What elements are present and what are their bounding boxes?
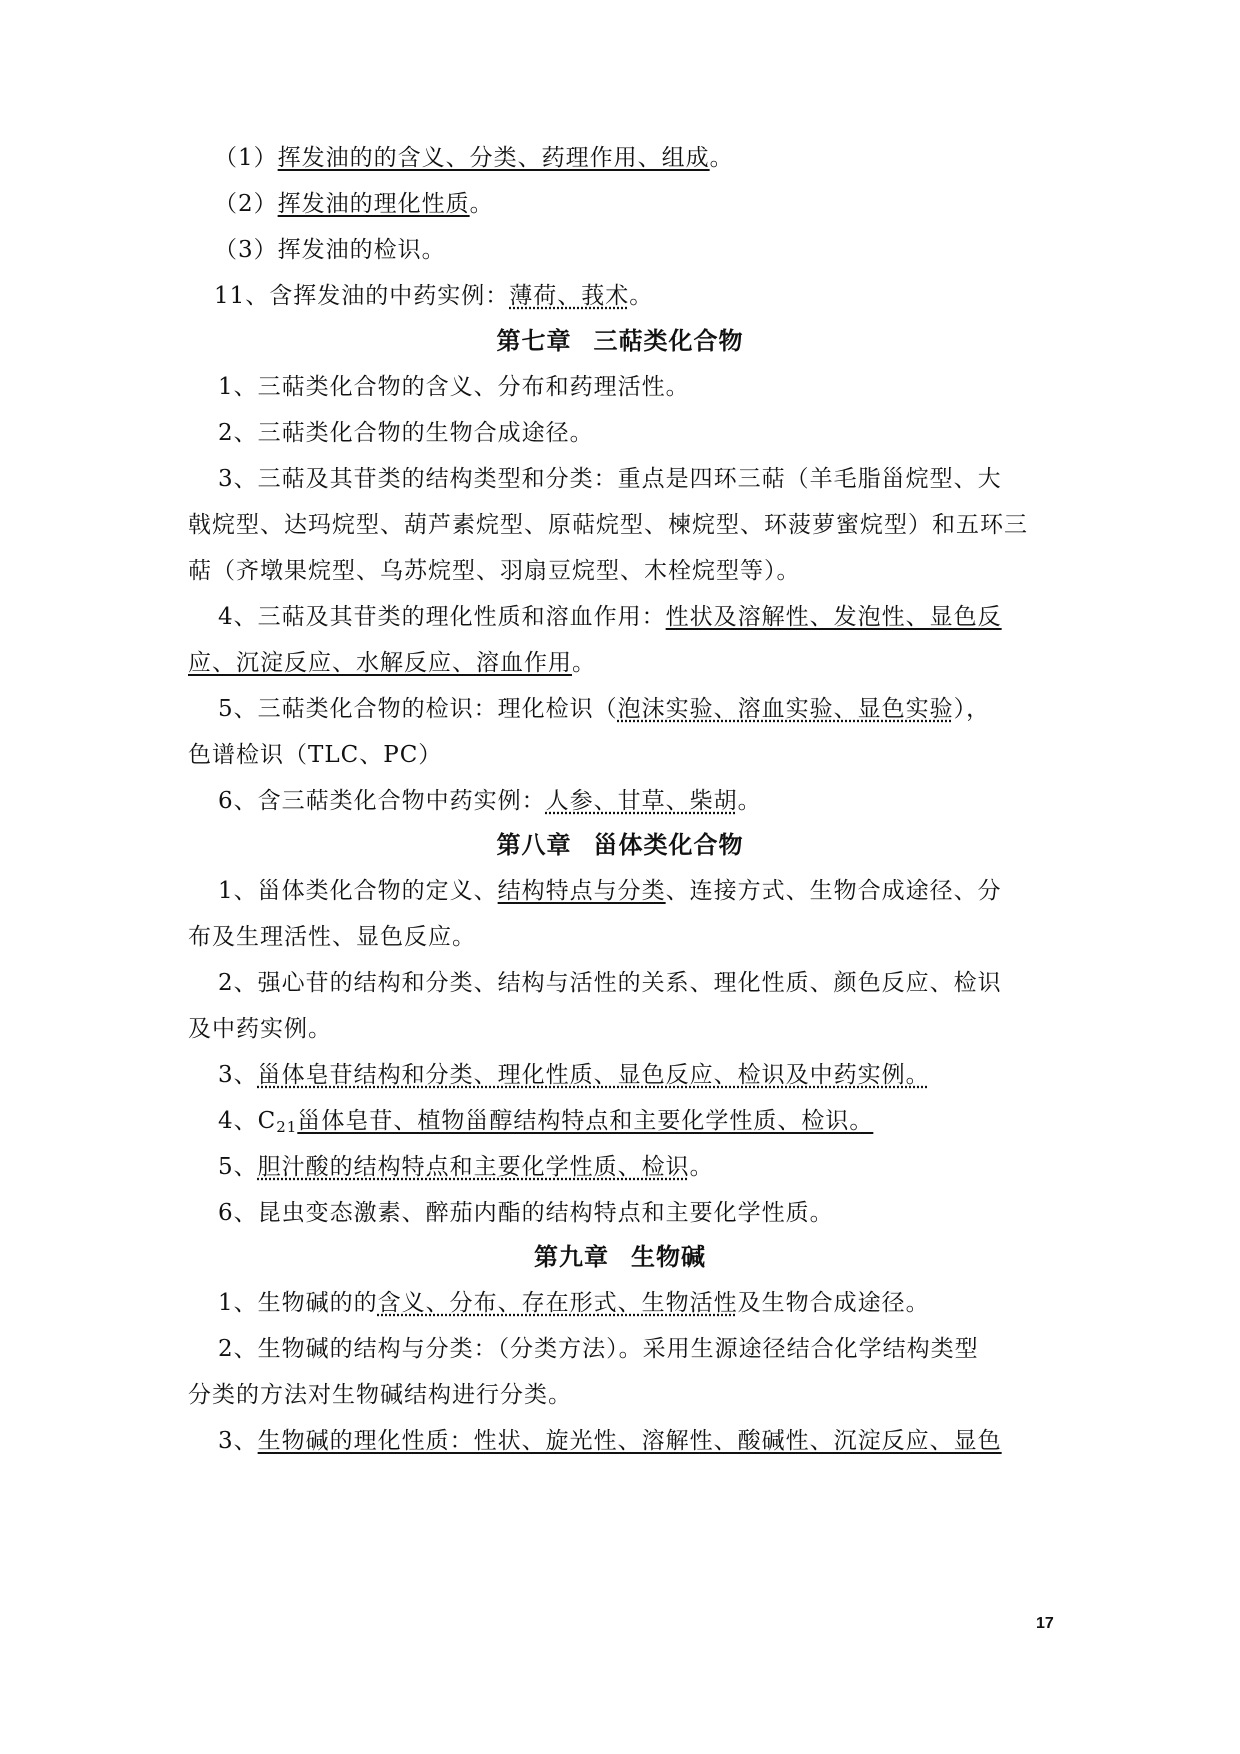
- text-line: 3、三萜及其苷类的结构类型和分类：重点是四环三萜（羊毛脂甾烷型、大: [218, 466, 1002, 492]
- text-line: 色谱检识（TLC、PC）: [188, 742, 443, 768]
- text-line: （3）挥发油的检识。: [214, 237, 446, 263]
- text-line: 戟烷型、达玛烷型、葫芦素烷型、原萜烷型、楝烷型、环菠萝蜜烷型）和五环三: [188, 512, 1028, 538]
- text-line: 1、生物碱的的含义、分布、存在形式、生物活性及生物合成途径。: [218, 1290, 930, 1316]
- chapter-heading: 第七章 三萜类化合物: [496, 327, 744, 355]
- text-line: 3、甾体皂苷结构和分类、理化性质、显色反应、检识及中药实例。: [218, 1062, 930, 1088]
- text-line: 6、昆虫变态激素、醉茄内酯的结构特点和主要化学性质。: [218, 1200, 834, 1226]
- text-line: 3、生物碱的理化性质：性状、旋光性、溶解性、酸碱性、沉淀反应、显色: [218, 1428, 1002, 1454]
- chapter-heading: 第八章 甾体类化合物: [496, 831, 744, 859]
- text-line: （1）挥发油的的含义、分类、药理作用、组成。: [214, 145, 734, 171]
- page-number: 17: [1036, 1615, 1054, 1632]
- chapter-heading: 第九章 生物碱: [534, 1243, 706, 1271]
- text-line: 萜（齐墩果烷型、乌苏烷型、羽扇豆烷型、木栓烷型等）。: [188, 558, 801, 584]
- text-line: 及中药实例。: [188, 1016, 332, 1042]
- text-line: 1、甾体类化合物的定义、结构特点与分类、连接方式、生物合成途径、分: [218, 878, 1002, 904]
- text-line: 2、强心苷的结构和分类、结构与活性的关系、理化性质、颜色反应、检识: [218, 970, 1002, 996]
- text-line: （2）挥发油的理化性质。: [214, 191, 494, 217]
- text-line: 2、三萜类化合物的生物合成途径。: [218, 420, 594, 446]
- text-line: 6、含三萜类化合物中药实例：人参、甘草、柴胡。: [218, 788, 762, 814]
- text-line: 应、沉淀反应、水解反应、溶血作用。: [188, 650, 596, 676]
- text-line: 11、含挥发油的中药实例：薄荷、莪术。: [214, 283, 654, 309]
- text-line: 1、三萜类化合物的含义、分布和药理活性。: [218, 374, 690, 400]
- text-line: 4、三萜及其苷类的理化性质和溶血作用：性状及溶解性、发泡性、显色反: [218, 604, 1002, 630]
- text-line: 分类的方法对生物碱结构进行分类。: [188, 1382, 572, 1408]
- text-line: 布及生理活性、显色反应。: [188, 924, 476, 950]
- text-line: 5、胆汁酸的结构特点和主要化学性质、检识。: [218, 1154, 714, 1180]
- text-line: 2、生物碱的结构与分类：（分类方法）。采用生源途径结合化学结构类型: [218, 1336, 979, 1362]
- text-line: 4、$C_{21}$甾体皂苷、植物甾醇结构特点和主要化学性质、检识。: [218, 1108, 874, 1136]
- text-line: 5、三萜类化合物的检识：理化检识（泡沫实验、溶血实验、显色实验），: [218, 696, 991, 722]
